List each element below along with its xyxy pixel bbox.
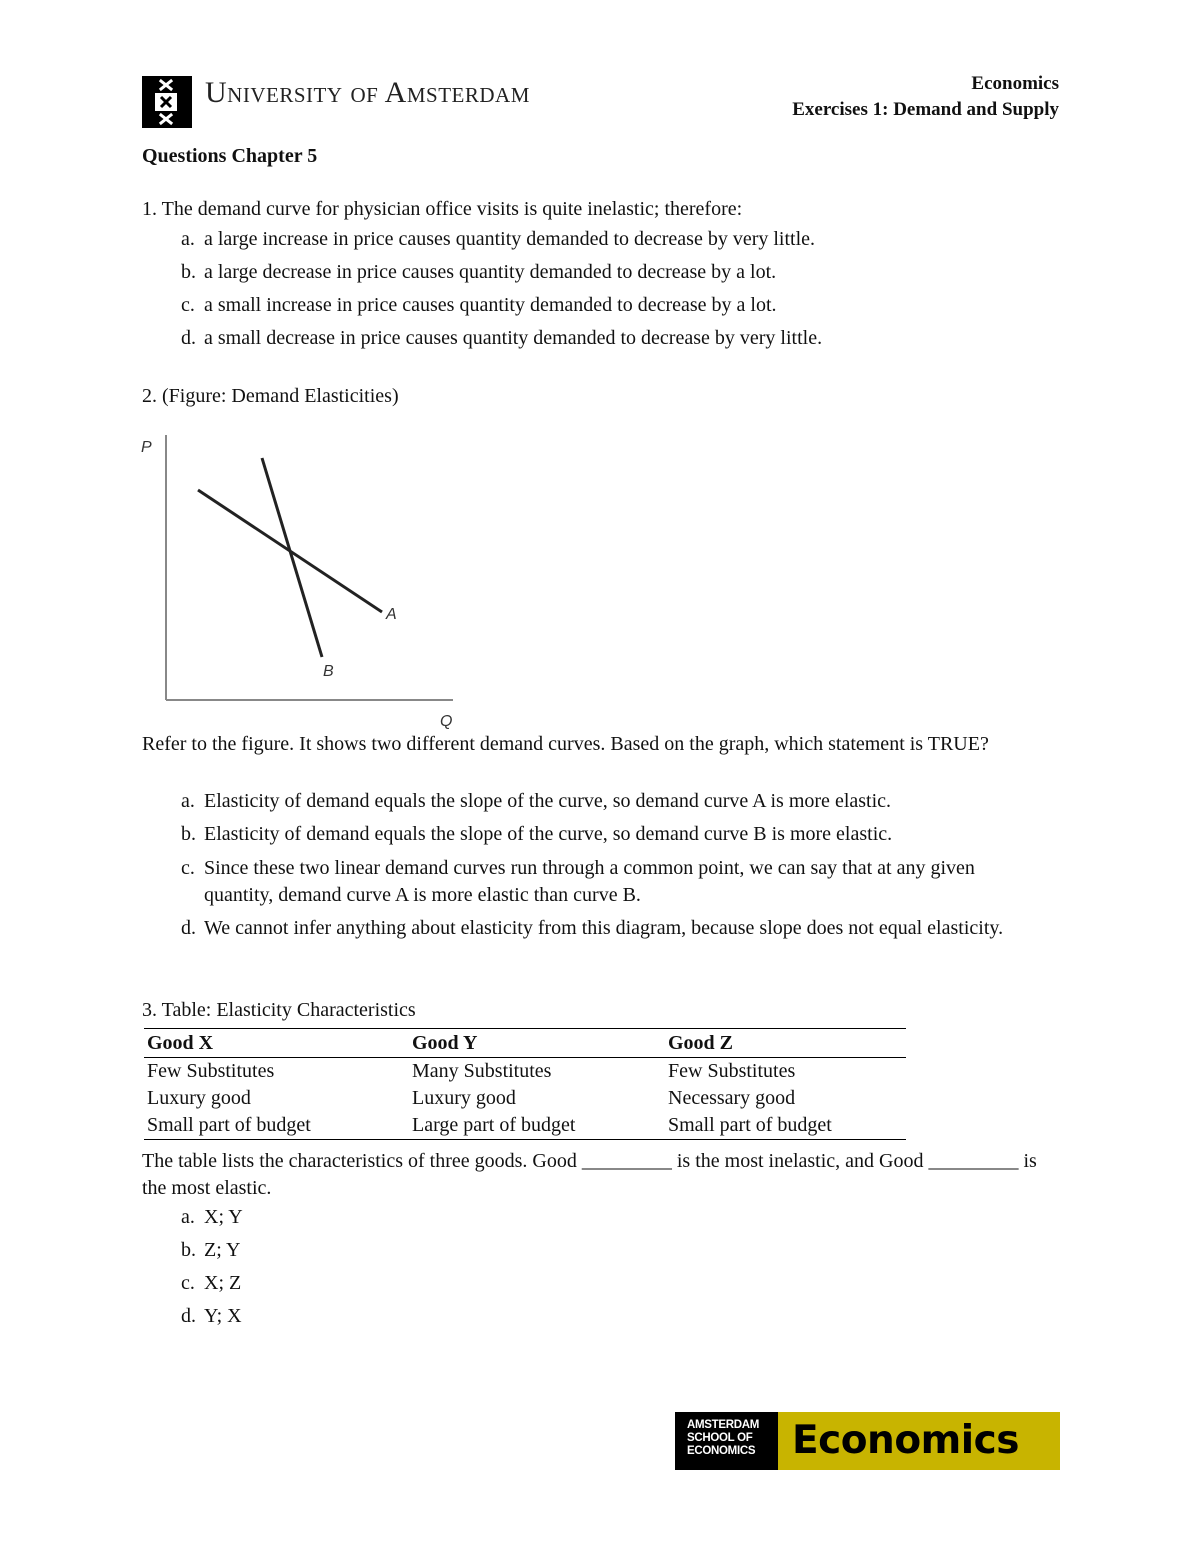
demand-curve-b [262, 458, 322, 657]
table-cell: Few Substitutes [147, 1060, 275, 1082]
table-cell: Necessary good [668, 1087, 796, 1109]
amsterdam-school-of-economics-logo [675, 1412, 1060, 1470]
question-1-text: 1. The demand curve for physician office visits is quite inelastic; therefore: [142, 198, 743, 220]
table-cell: Many Substitutes [412, 1060, 552, 1082]
curve-a-label: A [386, 606, 397, 623]
section-title: Questions Chapter 5 [142, 145, 318, 167]
question-2-option-d: d. We cannot infer anything about elasticity from this diagram, because slope does not equal elasticity. [181, 917, 1004, 939]
table-header: Good X [144, 1029, 409, 1058]
course-title: Economics [971, 73, 1059, 94]
table-cell: Luxury good [147, 1087, 251, 1109]
table-row [144, 1085, 906, 1112]
y-axis-label: P [141, 439, 152, 456]
economics-brand: Economics [778, 1412, 1060, 1470]
elasticity-table [144, 1028, 906, 1140]
table-cell: Large part of budget [409, 1112, 665, 1140]
demand-elasticities-figure [138, 430, 468, 735]
table-cell: Few Substitutes [668, 1060, 796, 1082]
school-name-block: AMSTERDAM SCHOOL OF ECONOMICS [675, 1412, 778, 1470]
table-row [144, 1112, 906, 1140]
question-2-text: 2. (Figure: Demand Elasticities) [142, 385, 399, 407]
curve-b-label: B [323, 663, 334, 680]
exercise-title: Exercises 1: Demand and Supply [792, 99, 1059, 120]
question-2-option-c: c. Since these two linear demand curves run through a common point, we can say that at any given quantity, demand curve A is more elastic than curve B. [181, 857, 975, 906]
table-header: Good Z [665, 1029, 906, 1058]
question-3-text: 3. Table: Elasticity Characteristics [142, 999, 416, 1021]
university-logo [142, 76, 192, 128]
question-2-prompt: Refer to the figure. It shows two different demand curves. Based on the graph, which statement is TRUE? [142, 733, 989, 755]
table-cell: Small part of budget [665, 1112, 906, 1140]
university-name: University of Amsterdam [205, 76, 530, 109]
x-axis-label: Q [440, 713, 453, 730]
xxx-shield-icon [142, 76, 192, 128]
question-3-prompt: The table lists the characteristics of three goods. Good _________ is the most inelastic, and Good _________ is the most elastic. [142, 1150, 1037, 1199]
table-header: Good Y [409, 1029, 665, 1058]
table-row [144, 1058, 906, 1086]
table-header-row [144, 1029, 906, 1058]
table-cell: Small part of budget [144, 1112, 409, 1140]
table-cell: Luxury good [412, 1087, 516, 1109]
